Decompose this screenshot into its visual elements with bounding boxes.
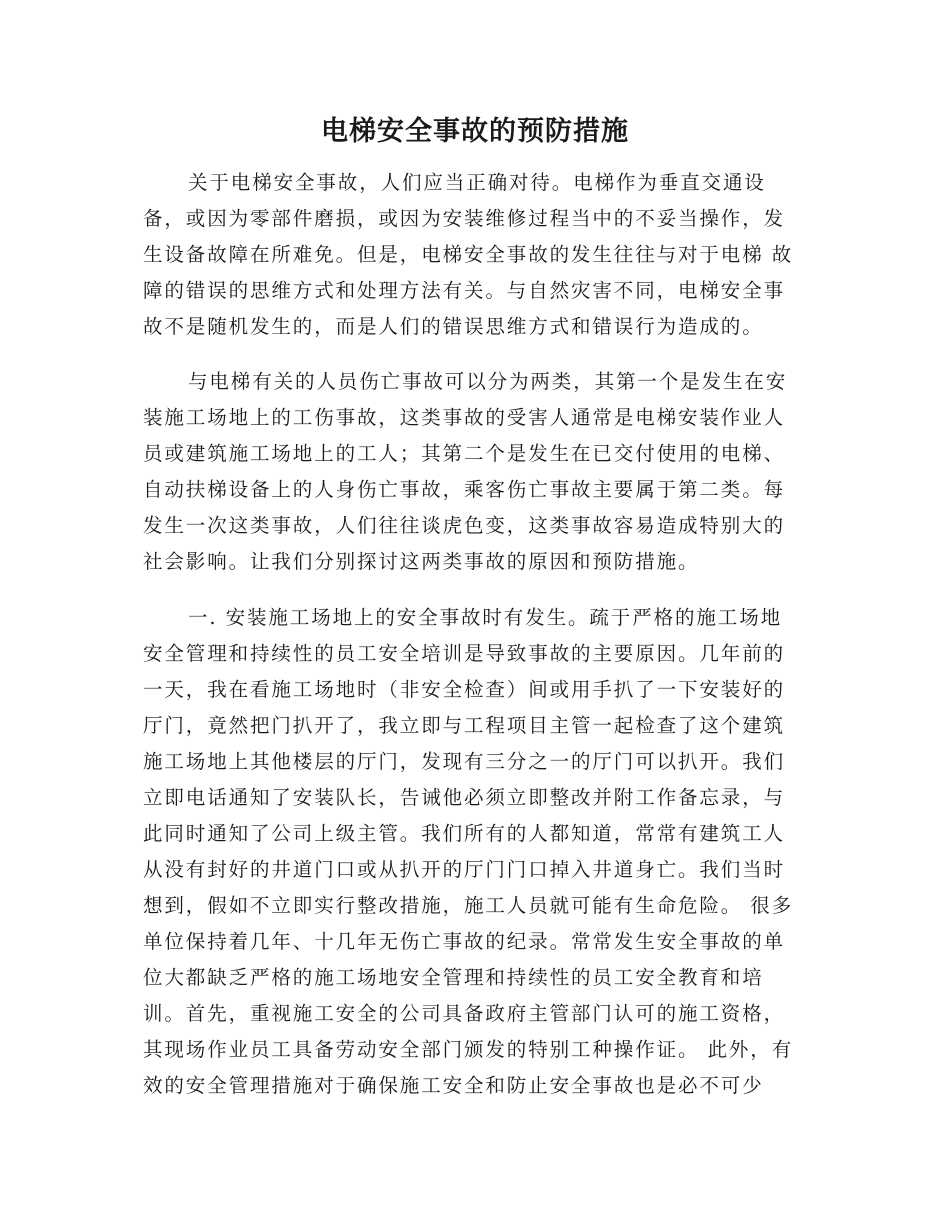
paragraph-line: 备，或因为零部件磨损，或因为安装维修过程当中的不妥当操作，发 — [143, 207, 786, 230]
paragraph-line: 员或建筑施工场地上的工人；其第二个是发生在已交付使用的电梯、 — [143, 442, 786, 465]
paragraph-line: 社会影响。让我们分别探讨这两类事故的原因和预防措施。 — [143, 550, 700, 573]
paragraph-line: 想到，假如不立即实行整改措施，施工人员就可能有生命危险。 很多 — [143, 894, 794, 917]
paragraph-line: 故不是随机发生的，而是人们的错误思维方式和错误行为造成的。 — [143, 315, 764, 338]
paragraph-line: 自动扶梯设备上的人身伤亡事故，乘客伤亡事故主要属于第二类。每 — [143, 478, 786, 501]
paragraph-line: 装施工场地上的工伤事故，这类事故的受害人通常是电梯安装作业人 — [143, 406, 786, 429]
paragraph-line: 单位保持着几年、十几年无伤亡事故的纪录。常常发生安全事故的单 — [143, 930, 786, 953]
paragraph-line: 其现场作业员工具备劳动安全部门颁发的特别工种操作证。 此外，有 — [143, 1038, 794, 1061]
paragraph-line: 关于电梯安全事故，人们应当正确对待。电梯作为垂直交通设 — [188, 171, 766, 194]
paragraph-line: 安全管理和持续性的员工安全培训是导致事故的主要原因。几年前的 — [143, 642, 786, 665]
paragraph-line: 训。首先，重视施工安全的公司具备政府主管部门认可的施工资格， — [143, 1002, 786, 1025]
paragraph-line: 一天，我在看施工场地时（非安全检查）间或用手扒了一下安装好的 — [143, 678, 786, 701]
paragraph-line: 效的安全管理措施对于确保施工安全和防止安全事故也是必不可少 — [143, 1074, 764, 1097]
paragraph-line: 此同时通知了公司上级主管。我们所有的人都知道，常常有建筑工人 — [143, 822, 786, 845]
paragraph-line: 生设备故障在所难免。但是，电梯安全事故的发生往往与对于电梯 故 — [143, 243, 794, 266]
paragraph-line: 施工场地上其他楼层的厅门，发现有三分之一的厅门可以扒开。我们 — [143, 750, 786, 773]
paragraph-line: 厅门，竟然把门扒开了，我立即与工程项目主管一起检查了这个建筑 — [143, 714, 786, 737]
paragraph-line: 从没有封好的井道门口或从扒开的厅门门口掉入井道身亡。我们当时 — [143, 858, 786, 881]
paragraph-line: 障的错误的思维方式和处理方法有关。与自然灾害不同，电梯安全事 — [143, 279, 786, 302]
paragraph-line: 立即电话通知了安装队长，告诫他必须立即整改并附工作备忘录，与 — [143, 786, 786, 809]
paragraph-line: 位大都缺乏严格的施工场地安全管理和持续性的员工安全教育和培 — [143, 966, 764, 989]
paragraph-line: 发生一次这类事故，人们往往谈虎色变，这类事故容易造成特别大的 — [143, 514, 786, 537]
document-title: 电梯安全事故的预防措施 — [321, 116, 629, 147]
paragraph-line: 与电梯有关的人员伤亡事故可以分为两类，其第一个是发生在安 — [188, 370, 788, 393]
paragraph-line: 一. 安装施工场地上的安全事故时有发生。疏于严格的施工场地 — [188, 606, 782, 629]
